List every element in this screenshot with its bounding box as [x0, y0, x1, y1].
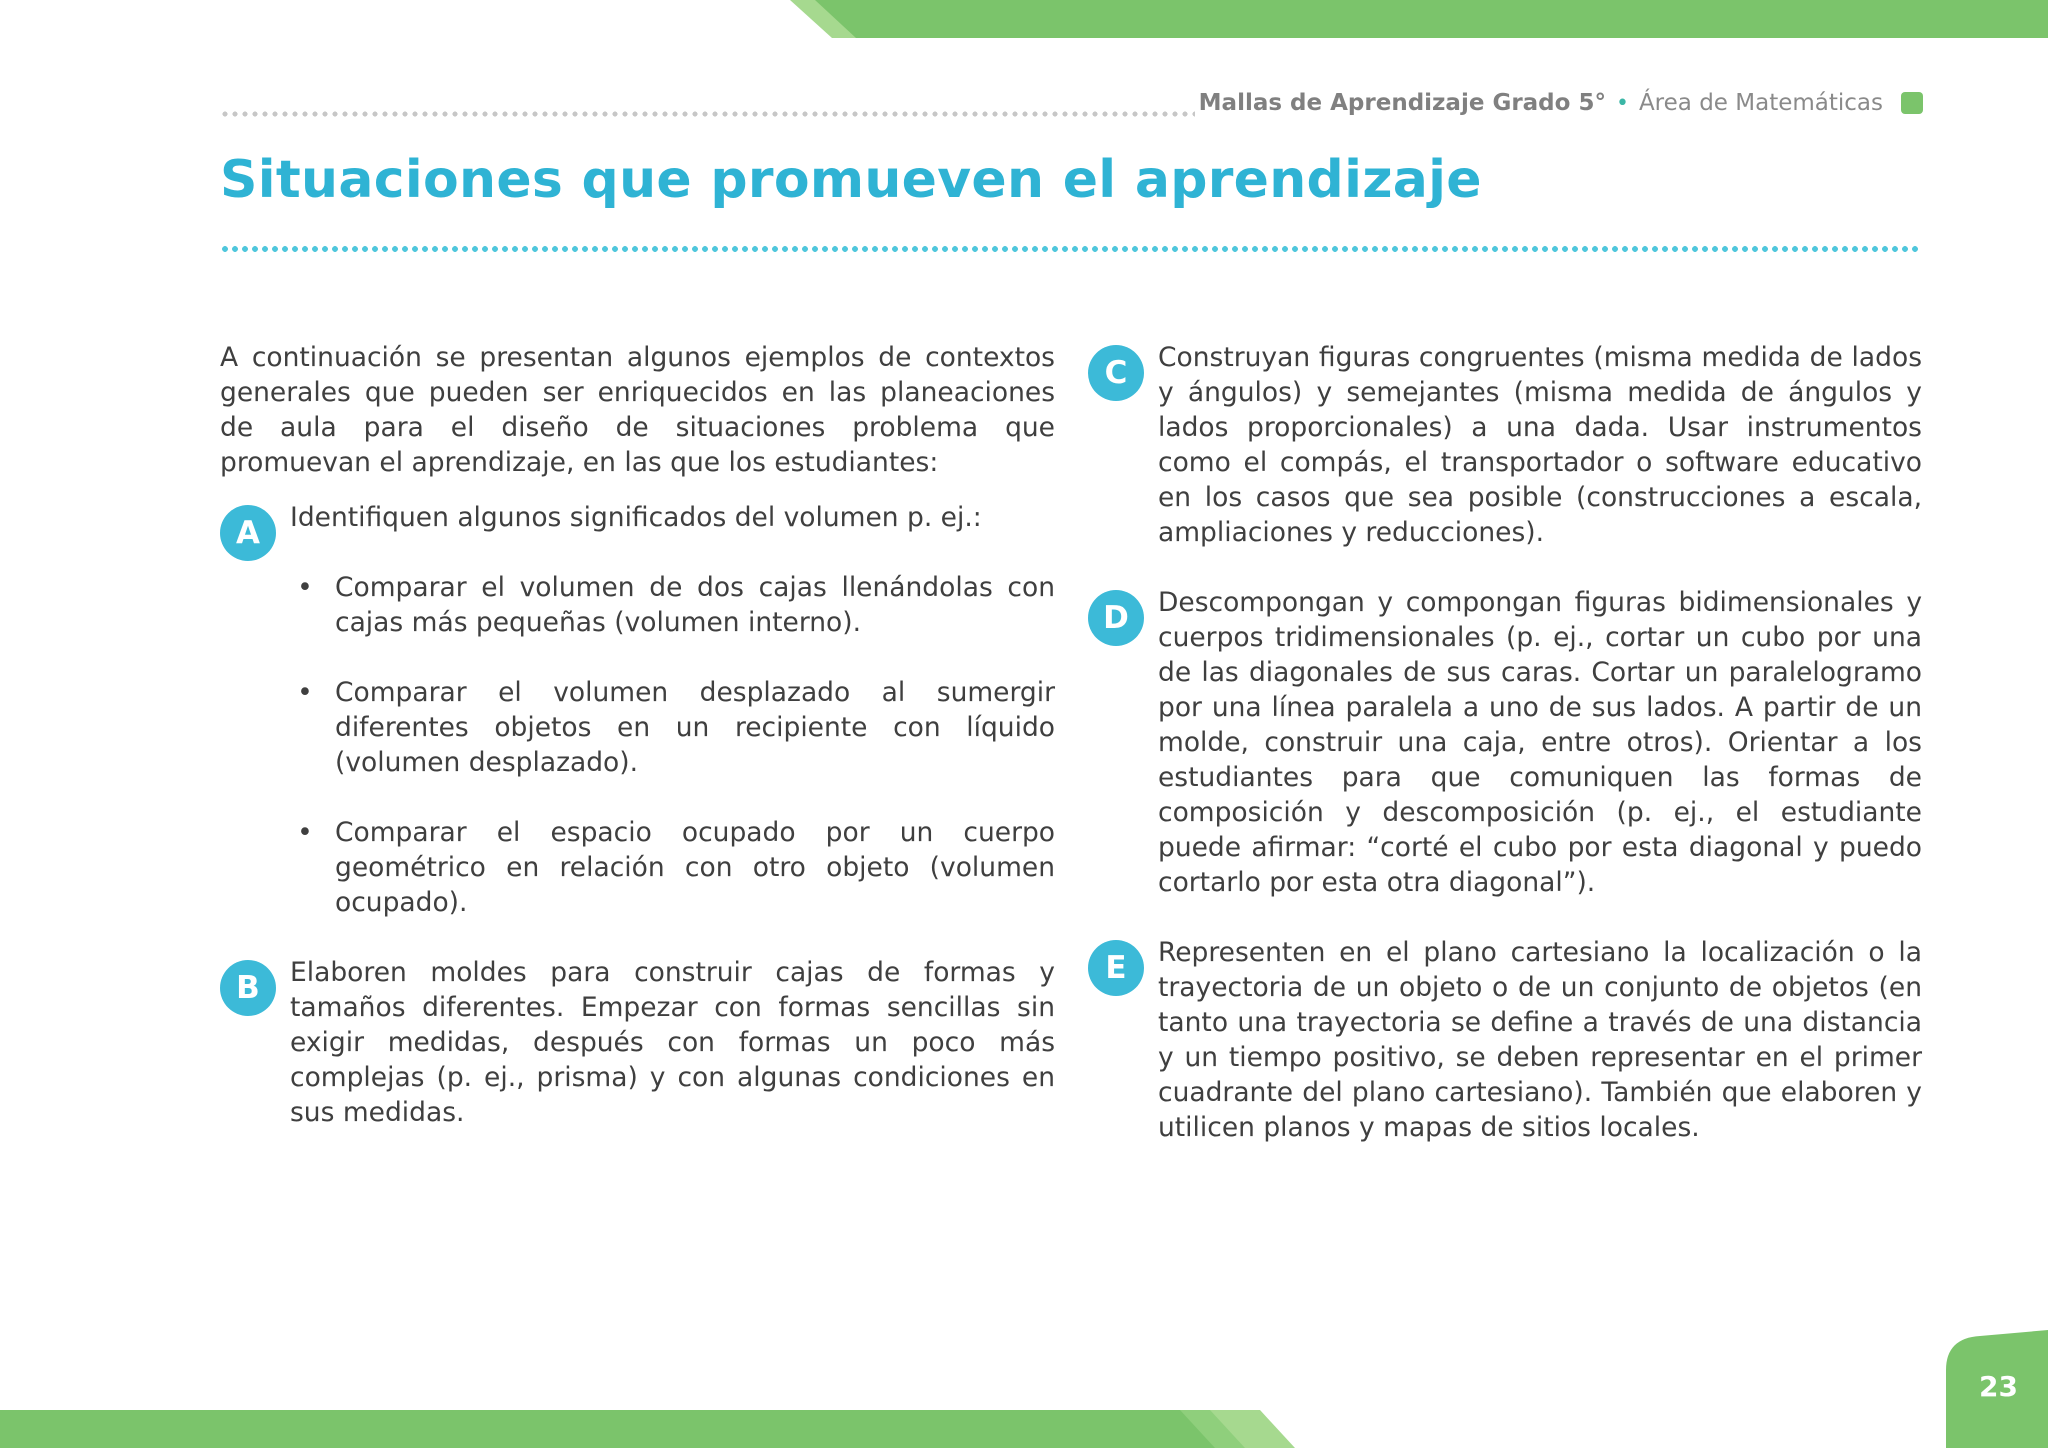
- item-a: [220, 500, 1055, 920]
- volume-examples-list: [220, 570, 1055, 920]
- right-column: [1088, 340, 1922, 1180]
- badge-c: C: [1088, 345, 1144, 401]
- header-separator: •: [1615, 90, 1629, 116]
- bullet-text: Comparar el volumen de dos cajas llenándolas con cajas más pequeñas (volumen interno).: [335, 572, 1055, 638]
- badge-b: B: [220, 960, 276, 1016]
- intro-paragraph: A continuación se presentan algunos ejemplos de contextos generales que pueden ser enriquecidos en las planeaciones de aula para el diseño de situaciones problema que promuevan el aprendizaje, en las que los estudiantes:: [220, 342, 1055, 478]
- list-item: [220, 675, 1055, 780]
- list-item: [220, 815, 1055, 920]
- document-title: Mallas de Aprendizaje Grado 5°: [1198, 90, 1606, 116]
- item-e-text: Representen en el plano cartesiano la localización o la trayectoria de un objeto o de un conjunto de objetos (en tanto una trayectoria se define a través de una distancia y un tiempo positivo, se deben representar en el primer cuadrante del plano cartesiano). También que elaboren y utilicen planos y mapas de sitios locales.: [1158, 937, 1922, 1143]
- item-c-text: Construyan figuras congruentes (misma medida de lados y ángulos) y semejantes (misma medida de ángulos y lados proporcionales) a una dada. Usar instrumentos como el compás, el transportador o software educativo en los casos que sea posible (construcciones a escala, ampliaciones y reducciones).: [1158, 342, 1922, 548]
- bullet-mark: •: [297, 817, 313, 848]
- left-column: [220, 340, 1055, 1165]
- top-green-band: [0, 0, 2048, 40]
- badge-a: A: [220, 505, 276, 561]
- bottom-green-band: [0, 1406, 2048, 1448]
- running-header: [1199, 90, 1923, 116]
- bullet-text: Comparar el volumen desplazado al sumergir diferentes objetos en un recipiente con líquido (volumen desplazado).: [335, 677, 1055, 778]
- header-dotted-rule: [220, 111, 1195, 117]
- item-d-text: Descompongan y compongan figuras bidimensionales y cuerpos tridimensionales (p. ej., cortar un cubo por una de las diagonales de sus caras. Cortar un paralelogramo por una línea paralela a uno de sus lados. A partir de un molde, construir una caja, entre otros). Orientar a los estudiantes para que comuniquen las formas de composición y descomposición (p. ej., el estudiante puede afirmar: “corté el cubo por esta diagonal y puedo cortarlo por esta otra diagonal”).: [1158, 587, 1922, 898]
- item-b: [220, 955, 1055, 1130]
- bullet-text: Comparar el espacio ocupado por un cuerpo geométrico en relación con otro objeto (volumen ocupado).: [335, 817, 1055, 918]
- item-c: [1088, 340, 1922, 550]
- item-b-text: Elaboren moldes para construir cajas de formas y tamaños diferentes. Empezar con formas sencillas sin exigir medidas, después con formas un poco más complejas (p. ej., prisma) y con algunas condiciones en sus medidas.: [290, 957, 1055, 1128]
- bullet-mark: •: [297, 677, 313, 708]
- item-d: [1088, 585, 1922, 900]
- title-dotted-rule: [220, 245, 1922, 253]
- page-number: 23: [1979, 1370, 2018, 1403]
- badge-e: E: [1088, 940, 1144, 996]
- subject-area: Área de Matemáticas: [1638, 90, 1883, 116]
- badge-d: D: [1088, 590, 1144, 646]
- bullet-mark: •: [297, 572, 313, 603]
- item-a-text: Identifiquen algunos significados del volumen p. ej.:: [290, 502, 982, 533]
- list-item: [220, 570, 1055, 640]
- item-e: [1088, 935, 1922, 1145]
- green-square-marker: [1901, 92, 1923, 114]
- page-title: Situaciones que promueven el aprendizaje: [220, 150, 1482, 210]
